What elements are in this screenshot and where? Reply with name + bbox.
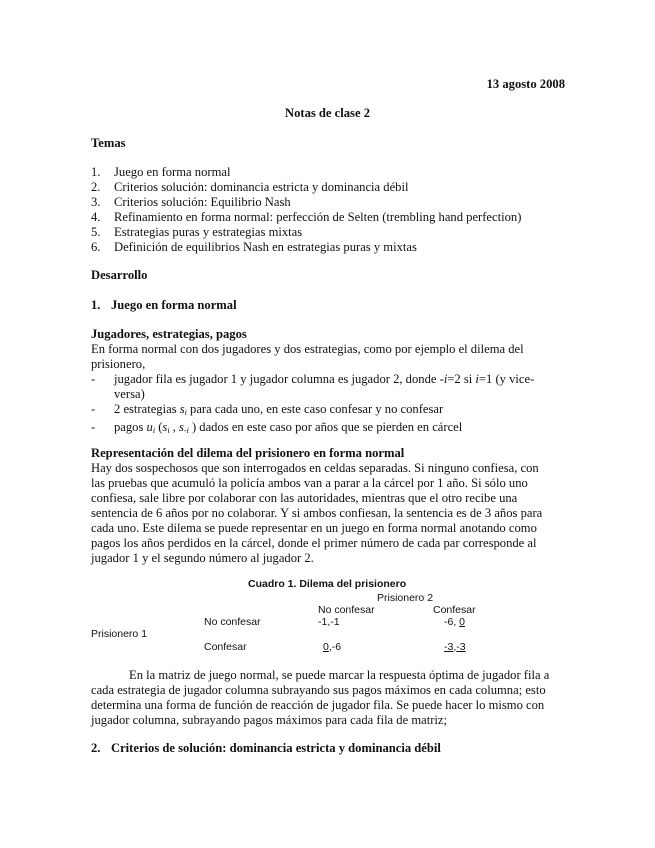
row-label: Confesar xyxy=(204,641,247,653)
list-item: 5. Estrategias puras y estrategias mixtas xyxy=(91,225,303,239)
table-cell: 0,-6 xyxy=(323,641,342,653)
list-item: - pagos $u_i$ ($s_i$ , $s_{-i}$ ) dados en este caso por años que se pierden en cárcel xyxy=(91,420,463,435)
section-2-heading: 2. Criterios de solución: dominancia estricta y dominancia débil xyxy=(91,741,441,755)
column-header: No confesar xyxy=(318,604,375,616)
table-cell: -6, 0 xyxy=(444,616,466,628)
list-item: 3. Criterios solución: Equilibrio Nash xyxy=(91,195,291,209)
temas-heading: Temas xyxy=(91,136,126,150)
column-player-label: Prisionero 2 xyxy=(377,592,434,604)
table-cell: -1,-1 xyxy=(318,616,340,628)
section-1-heading: 1. Juego en forma normal xyxy=(91,298,237,312)
bullet-list: - jugador fila es jugador 1 y jugador columna es jugador 2, donde -i=2 si i=1 (y vice- versa) - 2 estrategias $s_i$ para cada uno, en este caso confesar y no confesar - pagos $u_i$ ($s_i$ , $s_{-i}$ ) dados en este caso por años que se pierden en cárcel xyxy=(91,372,534,438)
table-cell: -3,-3 xyxy=(444,641,466,653)
row-player-label: Prisionero 1 xyxy=(91,628,148,640)
list-item: 4. Refinamiento en forma normal: perfección de Selten (trembling hand perfection) xyxy=(91,210,522,224)
document-date: 13 agosto 2008 xyxy=(486,77,565,91)
desarrollo-heading: Desarrollo xyxy=(91,268,148,282)
page-title: Notas de clase 2 xyxy=(285,106,370,120)
representation-paragraph: Hay dos sospechosos que son interrogados en celdas separadas. Si ninguno confiesa, con las pruebas que acumuló la policía ambos van a parar a la cárcel por 1 año. Si sólo uno confiesa, sale libre por colaborar con las autoridades, mientras que el otro recibe una sentencia de 6 años por no colaborar. Y si ambos confiesan, la sentencia es de 3 años para cada uno. Este dilema se puede representar en un juego en forma normal anotando como pagos los años perdidos en la cárcel, donde el primer número de cada par corresponde al jugador 1 y el segundo número al jugador 2. xyxy=(91,461,543,565)
list-item: 1. Juego en forma normal xyxy=(91,165,231,179)
column-header: Confesar xyxy=(433,604,476,616)
row-label: No confesar xyxy=(204,616,261,628)
representation-heading: Representación del dilema del prisionero en forma normal xyxy=(91,446,405,460)
list-item: 2. Criterios solución: dominancia estricta y dominancia débil xyxy=(91,180,409,194)
list-item: - jugador fila es jugador 1 y jugador columna es jugador 2, donde -i=2 si i=1 (y vice- xyxy=(91,372,535,386)
matrix-paragraph: En la matriz de juego normal, se puede marcar la respuesta óptima de jugador fila a cada estrategia de jugador columna subrayando sus pagos máximos en cada columna; esto determina una forma de función de reacción de jugador fila. Se puede hacer lo mismo con jugador columna, subrayando pagos máximos para cada fila de matriz; xyxy=(91,668,550,727)
list-item: - 2 estrategias $s_i$ para cada uno, en este caso confesar y no confesar xyxy=(91,402,444,417)
list-item: 6. Definición de equilibrios Nash en estrategias puras y mixtas xyxy=(91,240,417,254)
temas-list xyxy=(91,165,521,255)
players-subheading: Jugadores, estrategias, pagos xyxy=(91,327,247,341)
section-1-intro: En forma normal con dos jugadores y dos estrategias, como por ejemplo el dilema del prisionero, xyxy=(91,342,524,371)
table-caption: Cuadro 1. Dilema del prisionero xyxy=(248,578,407,590)
